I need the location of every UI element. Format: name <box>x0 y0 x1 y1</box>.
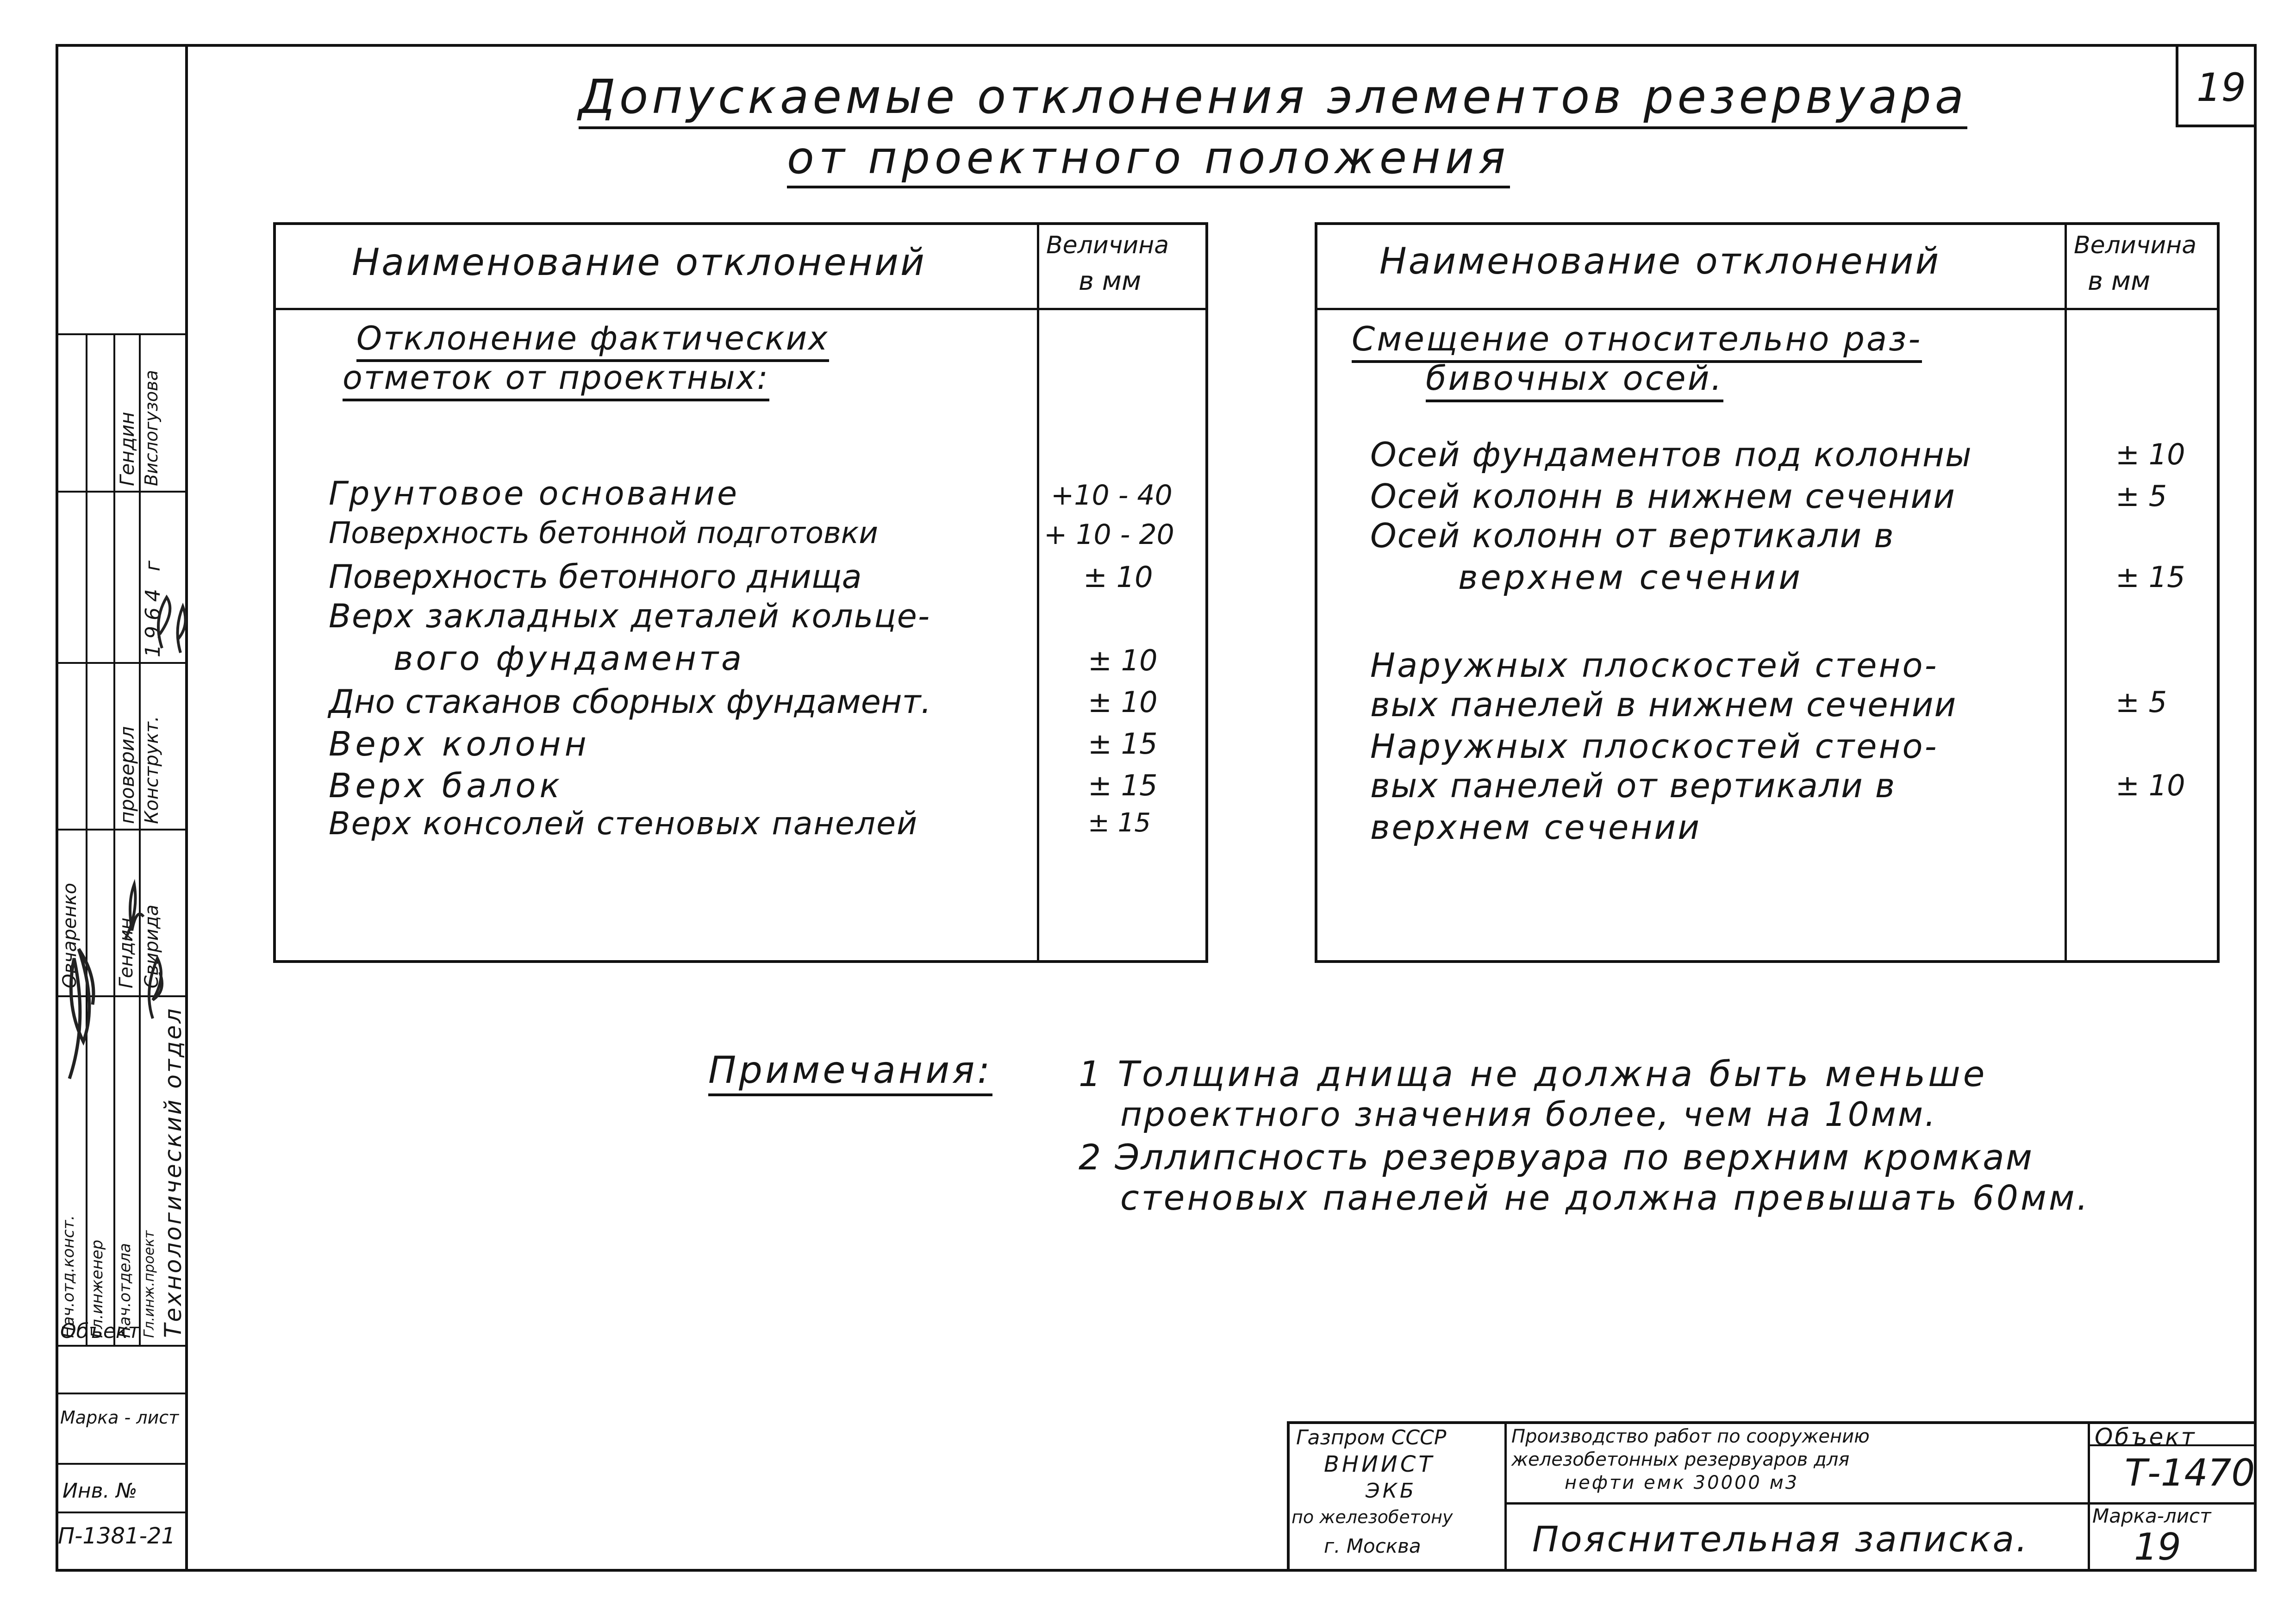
sheet-number: 19 <box>2134 1525 2181 1568</box>
object-label-side: Объект <box>60 1319 140 1343</box>
note-text: стеновых панелей не должна превышать 60мм. <box>1120 1178 2090 1218</box>
department-label: Технологический отдел <box>160 1006 187 1338</box>
project-desc: Производство работ по сооружению <box>1511 1426 1870 1447</box>
row-name: вого фундамента <box>393 639 745 678</box>
row-name: Наружных плоскостей стено- <box>1370 727 1939 766</box>
row-name: верхнем сечении <box>1370 808 1701 847</box>
row-name: вых панелей от вертикали в <box>1370 766 1896 805</box>
row-name: Верх закладных деталей кольце- <box>329 597 931 635</box>
page-number: 19 <box>2196 65 2246 110</box>
header-name: Наименование отклонений <box>352 241 926 284</box>
note-text: 2 Эллипсность резервуара по верхним кромкам <box>1079 1137 2034 1178</box>
row-value: ± 5 <box>2115 685 2167 719</box>
object-code: Т-1470 <box>2125 1451 2255 1494</box>
row-value: +10 - 40 <box>1051 479 1173 512</box>
row-name: верхнем сечении <box>1458 558 1803 597</box>
row-name: Верх балок <box>329 766 563 805</box>
sheet-label-side: Марка - лист <box>60 1407 179 1428</box>
header-value: Величина <box>1046 231 1169 259</box>
header-unit: в мм <box>1079 266 1142 296</box>
row-name: Осей фундаментов под колонны <box>1370 435 1972 474</box>
checker-name: Гендин <box>116 412 138 486</box>
page-title-line1: Допускаемые отклонения элементов резервуара <box>579 69 1967 129</box>
row-value: ± 10 <box>1083 560 1153 594</box>
row-name: Верх колонн <box>329 725 590 763</box>
sheet-label: Марка-лист <box>2092 1505 2211 1527</box>
note-text: проектного значения более, чем на 10мм. <box>1120 1095 1937 1134</box>
row-name: Поверхность бетонной подготовки <box>329 516 878 550</box>
row-value: + 10 - 20 <box>1044 518 1174 551</box>
row-name: Осей колонн от вертикали в <box>1370 516 1895 555</box>
row-value: ± 15 <box>1088 768 1158 802</box>
note-text: 1 Толщина днища не должна быть меньше <box>1079 1053 1988 1094</box>
constructor-label: Конструкт. <box>141 716 162 824</box>
org-line: ЭКБ <box>1366 1479 1417 1503</box>
signature-scribbles <box>56 500 187 1102</box>
row-name: Верх консолей стеновых панелей <box>329 806 918 842</box>
row-value: ± 15 <box>1088 808 1151 838</box>
page-title-line2: от проектного положения <box>787 132 1510 188</box>
signature-name: Овчаренко <box>59 883 81 988</box>
row-name: вых панелей в нижнем сечении <box>1370 685 1957 724</box>
role-label: Нач.отдела <box>116 1243 134 1338</box>
row-name: Грунтовое основание <box>329 475 740 512</box>
checked-label: проверил <box>116 726 138 824</box>
section-title: отметок от проектных: <box>343 359 769 401</box>
row-value: ± 10 <box>1088 643 1158 677</box>
org-line: ВНИИСТ <box>1324 1451 1435 1477</box>
inv-number: П-1381-21 <box>58 1523 175 1549</box>
row-name: Наружных плоскостей стено- <box>1370 646 1939 685</box>
section-title: бивочных осей. <box>1426 359 1723 402</box>
header-value: Величина <box>2074 231 2197 259</box>
row-name: Поверхность бетонного днища <box>329 558 862 596</box>
row-value: ± 10 <box>2115 437 2185 471</box>
project-desc: нефти емк 30000 м3 <box>1565 1472 1799 1493</box>
section-title: Смещение относительно раз- <box>1352 319 1922 363</box>
inv-label: Инв. № <box>62 1479 137 1503</box>
signature-name: Свирида <box>141 904 162 988</box>
author-name: Вислогузова <box>141 370 162 486</box>
row-value: ± 15 <box>1088 727 1158 761</box>
year: 1964 г <box>141 555 165 657</box>
section-title: Отклонение фактических <box>356 319 829 362</box>
row-value: ± 10 <box>1088 685 1158 719</box>
role-label: Нач.отд.конст. <box>59 1215 78 1338</box>
org-line: по железобетону <box>1292 1507 1453 1527</box>
row-value: ± 5 <box>2115 479 2167 513</box>
row-value: ± 15 <box>2115 560 2185 594</box>
role-label: Гл.инженер <box>88 1239 106 1338</box>
role-label: Гл.инж.проект <box>141 1230 157 1338</box>
row-name: Осей колонн в нижнем сечении <box>1370 477 1956 516</box>
object-label: Объект <box>2095 1424 2196 1450</box>
project-desc: железобетонных резервуаров для <box>1511 1449 1850 1470</box>
header-unit: в мм <box>2088 266 2151 296</box>
signature-name: Гендин <box>116 918 137 988</box>
org-line: г. Москва <box>1324 1535 1421 1557</box>
row-name: Дно стаканов сборных фундамент. <box>329 683 931 721</box>
org-line: Газпром СССР <box>1296 1426 1447 1449</box>
notes-label: Примечания: <box>708 1049 992 1096</box>
document-name: Пояснительная записка. <box>1532 1518 2029 1560</box>
header-name: Наименование отклонений <box>1379 241 1941 282</box>
row-value: ± 10 <box>2115 768 2185 802</box>
